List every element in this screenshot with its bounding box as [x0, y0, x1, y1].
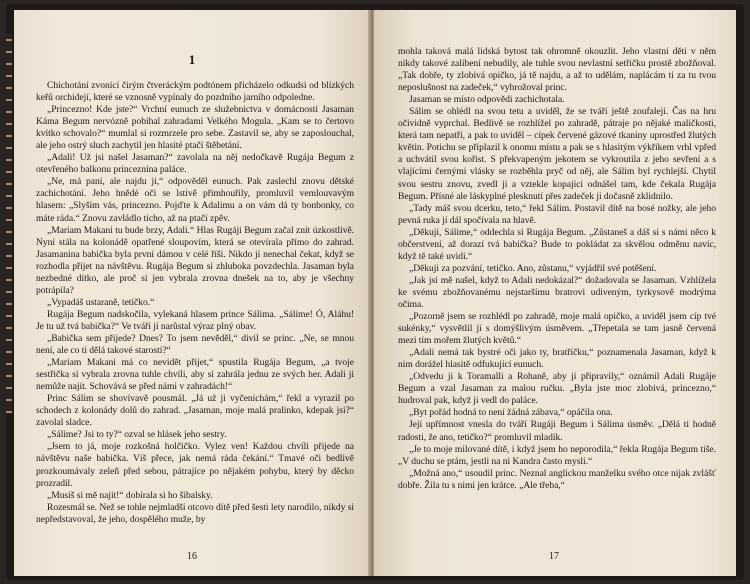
book-spread: [6, 4, 744, 580]
left-page: [14, 10, 370, 576]
paragraph: „Musíš si mě najít!“ dobírala si ho šibalsky.: [47, 489, 213, 501]
page-number: 16: [187, 551, 197, 562]
paragraph: Chichotání zvonící čirým čtveráckým podtónem přicházelo odkudsi od blízkých keřů orchidejí, které se vznosně vypínaly do pozdního jarního odpoledne.: [36, 80, 354, 104]
paragraph: Její upřímnost vnesla do tváří Rugáji Begum i Sálima úsměv. „Dělá ti hodně radosti, že ano, tetičko?“ promluvil mladík.: [398, 419, 716, 443]
paragraph: „Princezno! Kde jste?“ Vrchní eunuch ze služebnictva v domácnosti Jasaman Káma Begum nervózně pobíhal zahradami Velkého Mogula. „Kam se to čertovo kvítko schovalo?“ mumlal si rozmrzele pro sebe. Zastavil se, aby se zaposlouchal, ale jeho ostrý sluch zachytil jen hlasité ptačí štěbetání.: [36, 104, 354, 152]
paragraph: „Děkuji za pozvání, tetičko. Ano, zůstanu,“ vyjádřil své potěšení.: [409, 262, 657, 274]
paragraph: „Mariam Makani tu bude brzy, Adali.“ Hlas Rugáji Begum začal znít úzkostlivě. Nyní stála na kolonádě opatřené sloupovím, která se otevírala přímo do zahrad. Jasamanina babička byla první dámou v celé říši. Nikdo ji nenechal čekat, když se rozhodla přijet na návštěvu. Rugája Begum si zhluboka povzdechla. Jasaman byla nezbedné dítko, ale proč si jen vybrala zrovna dnešek na to, aby je všechny potrápila?: [36, 224, 354, 296]
paragraph: „Je to moje milované dítě, i když jsem ho neporodila,“ řekla Rugája Begum tiše. „V duchu se ptám, jestli na ni Kandra často myslí.“: [398, 443, 716, 467]
paragraph: „Adali! Už jsi našel Jasaman?“ zavolala na něj nedočkavě Rugája Begum z otevřeného balkonu princeznina paláce.: [36, 152, 354, 176]
paragraph: „Babička sem přijede? Dnes? To jsem nevěděl,“ divil se princ. „Ne, se mnou není, ale co ti dělá takové starosti?“: [36, 332, 354, 357]
right-page-text: [398, 46, 716, 492]
paragraph: mohla taková malá lidská bytost tak ohromně okouzlit. Jeho vlastní děti v něm nikdy takové zalíbení nebudily, ale tuhle svou nevlastní setřičku prostě zbožňoval. „Tak dobře, ty zlobivá opičko, já tě najdu, a až to udělám, naplácám ti za tu tvou neposlušnost na zadeček,“ vyhrožoval princ.: [398, 46, 716, 94]
chapter-number: 1: [188, 52, 196, 67]
paragraph: „Děkuji, Sálime,“ oddechla si Rugája Begum. „Zůstaneš a dáš si s námi něco k občerstvení, až dorazí tvá babička? Bude to pokládat za skvělou odměnu navíc, když tě také uvidí.“: [398, 226, 716, 262]
left-page-text: [36, 80, 354, 526]
paragraph: Rugája Begum nadskočila, vylekaná hlasem prince Sálima. „Sálime! Ó, Aláhu! Je tu už tvá babička?“ Ve tváři jí narůstal výraz plný obav.: [36, 308, 354, 332]
paragraph: Jasaman se místo odpovědi zachichotala.: [409, 94, 565, 106]
paragraph: „Adali nemá tak bystré oči jako ty, bratříčku,“ poznamenala Jasaman, když k nim dorážel hlasitě odfukující eunuch.: [398, 347, 716, 371]
paragraph: „Jsem to já, moje rozkošná holčičko. Vylez ven! Každou chvíli přijede na návštěvu naše babička. Víš přece, jak nemá ráda čekání.“ Tmavé oči bedlivě prozkoumávaly zeleň před sebou, pátrajíce po nějakém pohybu, který by děcko prozradil.: [36, 441, 354, 489]
paragraph: Sálim se ohlédl na svou tetu a uviděl, že se tváří ještě zoufaleji. Čas na hru očividně vyprchal. Bedlivě se rozhlížel po zahradě, pátraje po nějaké maličkosti, která tam nepatří, a pak to uviděl – cípek červené gázové tkaniny uprostřed žlutých květin. Potichu se připlazil k onomu místu a pak se s hlasitým výkřikem vrhl vpřed a uchvátil svou kořist. S překvapeným jekotem se vykroutila z jeho sevření a s vlajícími černými vlásky se rozběhla pryč od něj, ale Sálim byl rychlejší. Chytil svou sestru znovu, zvedl ji a vztekle kopající odnášel tam, kde čekala Rugája Begum. Přísné ale láskyplné plesknutí přes zadeček ji dočasně zklidnilo.: [398, 106, 716, 202]
paragraph: „Pozorně jsem se rozhlédl po zahradě, moje malá opičko, a uviděl jsem cíp tvé sukénky,“ vysvětlil jí s domýšlivým úsměvem. „Třepetala se tam jasně červená mezi tím mořem žlutých květů.“: [398, 311, 716, 347]
page-number: 17: [549, 551, 559, 562]
paragraph: „Možná ano,“ usoudil princ. Neznal anglickou manželku svého otce nijak zvlášť dobře. Žila tu s nimi jen krátce. „Ale třeba,“: [398, 467, 716, 491]
page-edge-tabs: [6, 34, 12, 414]
paragraph: „Ne, má paní, ale najdu ji,“ odpověděl eunuch. Pak zaslechl znovu dětské zachichotání. Jeho hnědé oči se lstivě přimhouřily, promluvil vemlouvavým hlasem: „Slyším vás, princezno. Pojďte k Adalimu a on vám dá ty bonbonky, co máte ráda.“ Znovu zavládlo ticho, až na ptačí zpěv.: [36, 176, 354, 224]
right-page: [374, 10, 736, 576]
paragraph: „Byt pořád hodná to není žádná zábava,“ opáčila ona.: [409, 407, 613, 419]
paragraph: Princ Sálim se shovívavě pousmál. „Já už ji vyčenichám,“ řekl a vyrazil po schodech z kolonády dolů do zahrad. „Jasaman, moje malá pralinko, kdepak jsi?“ zavolal sladce.: [36, 393, 354, 429]
paragraph: Rozesmál se. Než se tohle nejmladší otcovo dítě před šesti lety narodilo, nikdy si nepředstavoval, že jeho, dospělého muže, by: [36, 501, 354, 525]
paragraph: „Vypadáš ustaraně, tetičko.“: [47, 296, 155, 308]
paragraph: „Jak jsi mě našel, když to Adali nedokázal?“ dožadovala se Jasaman. Vzhlížela ke svému zbožňovanému nejstaršímu bratrovi udiveným, tyrkysově modrýma očima.: [398, 274, 716, 310]
paragraph: „Mariam Makani má co nevidět přijet,“ spustila Rugája Begum, „a tvoje sestřička si vybrala zrovna tuhle chvíli, aby si zahrála jednu ze svých her. Adali ji nemůže najít. Schovává se před námi v zahradách!“: [36, 357, 354, 393]
paragraph: „Sálime? Jsi to ty?“ ozval se hlásek jeho sestry.: [47, 429, 227, 441]
paragraph: „Tady máš svou dcerku, teto,“ řekl Sálim. Postavil dítě na bosé nožky, ale jeho pevná ruka jí dál spočívala na hlavě.: [398, 202, 716, 226]
paragraph: „Odvedu ji k Toramalli a Rohaně, aby ji připravily,“ oznámil Adali Rugáje Begum a vzal Jasaman za malou ručku. „Byla jste moc zlobivá, princezno,“ hudroval pak, když ji vedl do paláce.: [398, 371, 716, 407]
